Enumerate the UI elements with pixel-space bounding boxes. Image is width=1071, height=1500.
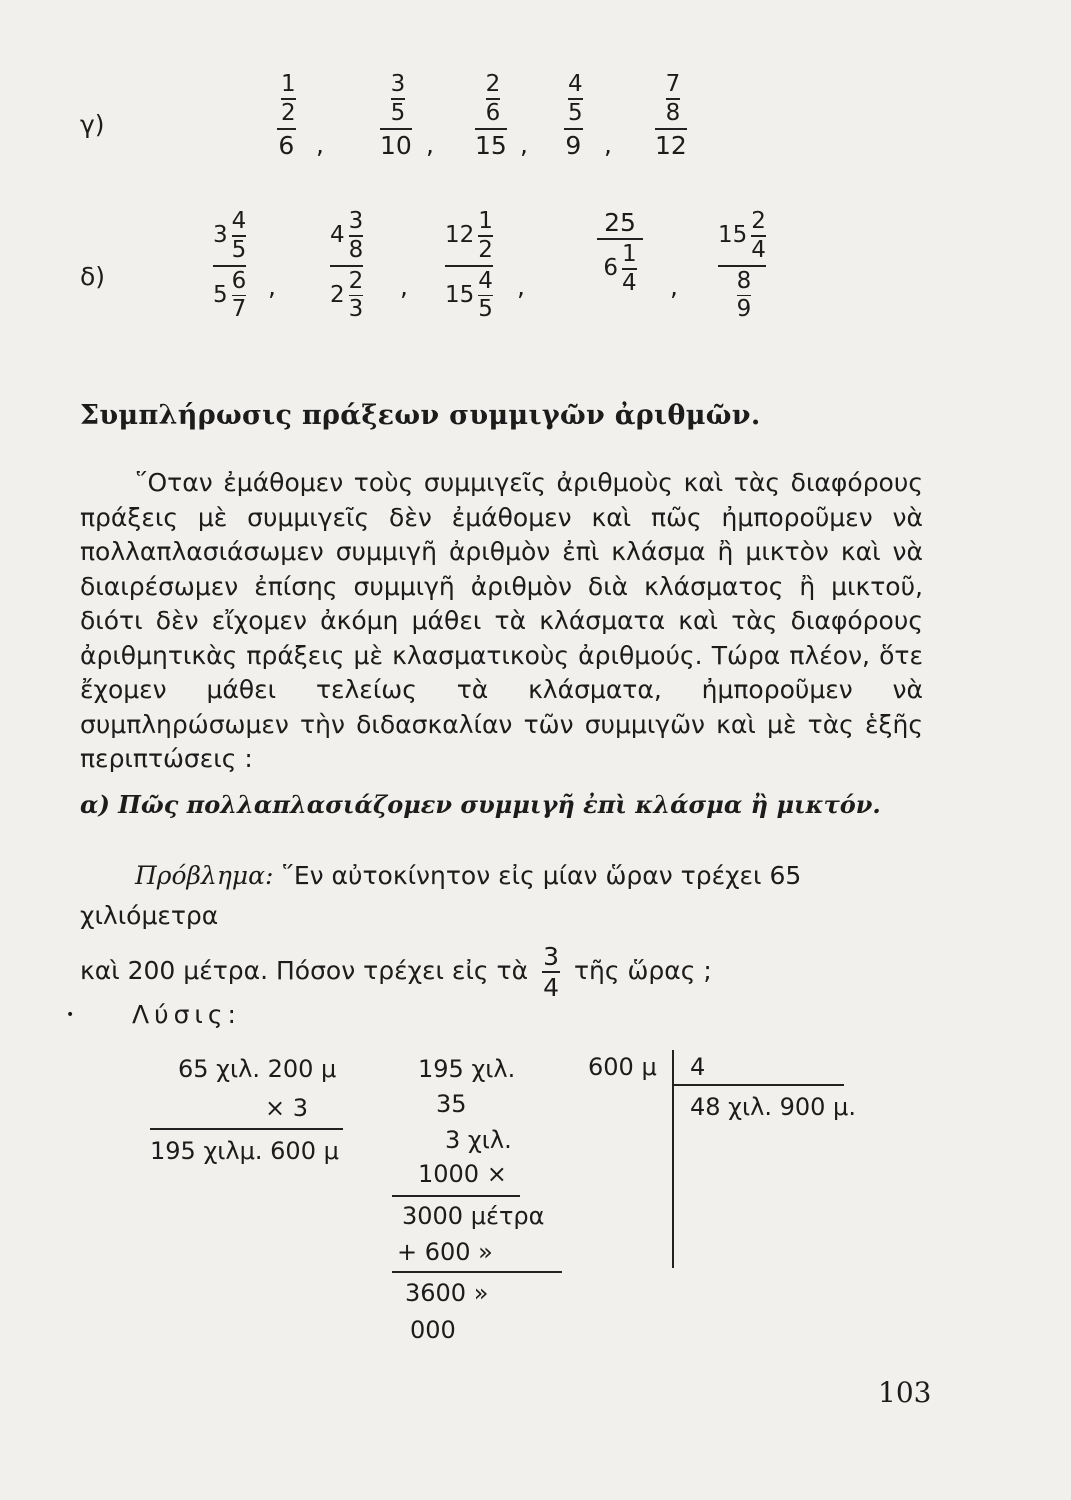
- calc-mid-line-2: 35: [436, 1090, 467, 1118]
- problem-label: Πρόβλημα:: [135, 861, 274, 890]
- calc-mid-line-3: 3 χιλ.: [445, 1126, 512, 1154]
- calc-left-line-3: 195 χιλμ. 600 μ: [150, 1137, 339, 1165]
- fraction-g3: 2 6 15: [475, 71, 507, 160]
- fraction-d2: 4 3 8 2 2 3: [330, 208, 364, 322]
- calc-left-line-1: 65 χιλ. 200 μ: [178, 1055, 337, 1083]
- calc-left-rule: [150, 1128, 343, 1130]
- problem-text-3: τῆς ὥρας ;: [573, 956, 712, 985]
- calc-mid-line-7: 3600 »: [405, 1279, 489, 1307]
- page-number: 103: [878, 1376, 932, 1409]
- fraction-g1: 1 2 6: [278, 71, 296, 160]
- calc-mid-line-8: 000: [410, 1316, 456, 1344]
- exercise-g-label: γ): [80, 110, 105, 139]
- calc-mid-line-6: + 600 »: [397, 1238, 493, 1266]
- intro-paragraph: [80, 466, 923, 777]
- section-heading: Συμπλήρωσις πράξεων συμμιγῶν ἀριθμῶν.: [80, 400, 761, 431]
- fraction-d1: 3 4 5 5 6 7: [213, 208, 247, 322]
- calc-mid-line-5: 3000 μέτρα: [402, 1202, 545, 1230]
- problem-text-1: ῞Εν αὐτοκίνητον εἰς μίαν ὥραν τρέχει 65 χιλιόμετρα: [80, 861, 802, 930]
- textbook-page: γ) 1 2 6 , 3 5 10 , 2 6 15 , 4 5 9 , 7 8 12 δ) 3 4 5 5 6 7 , 4 3 8 2 2 3 , 12 1 2 15 4 5 , 25 6 1 4 , 15 2 4 8 9 Συμπλήρωσις πράξεων συμμιγῶν ἀριθμῶν. ῞Οταν ἐμάθομεν τοὺς συμμιγεῖς ἀριθμοὺς καὶ τὰς διαφόρους πράξεις μὲ συμμιγεῖς δὲν ἐμάθομεν καὶ πῶς ἠμποροῦμεν νὰ πολλαπλασιάσωμεν συμμιγῆ ἀριθμὸν ἐπὶ κλάσμα ἢ μικτὸν καὶ νὰ διαιρέσωμεν ἐπίσης συμμιγῆ ἀριθμὸν διὰ κλάσματος ἢ μικτοῦ, διότι δὲν εἴχομεν ἀκόμη μάθει τὰ κλάσματα καὶ τὰς διαφόρους ἀριθμητικὰς πράξεις μὲ κλασματικοὺς ἀριθμούς. Τώρα πλέον, ὅτε ἔχομεν μάθει τελείως τὰ κλάσματα, ἠμποροῦμεν νὰ συμπληρώσωμεν τὴν διδασκαλίαν τῶν συμμιγῶν καὶ μὲ τὰς ἑξῆς περιπτώσεις : α) Πῶς πολλαπλασιάζομεν συμμιγῆ ἐπὶ κλάσμα ἢ μικτόν. Πρόβλημα: ῞Εν αὐτοκίνητον εἰς μίαν ὥραν τρέχει 65 χιλιόμετρα καὶ 200 μέτρα. Πόσον τρέχει εἰς τὰ $\frac{3}{4}$ τῆς ὥρας ; • Λύσις: 65 χιλ. 200 μ × 3 195 χιλμ. 600 μ 195 χιλ. 35 3 χιλ. 1000 × 3000 μέτρα + 600 » 3600 » 000 600 μ 4 48 χιλ. 900 μ. 103: [0, 0, 1071, 1500]
- calc-mid-rule-1: [392, 1195, 520, 1197]
- calc-quotient: 48 χιλ. 900 μ.: [690, 1093, 856, 1121]
- margin-dot: •: [66, 1007, 75, 1023]
- calc-mid-line-1: 195 χιλ.: [418, 1055, 516, 1083]
- fraction-d4: 25 6 1 4: [597, 210, 643, 295]
- exercise-d-label: δ): [80, 262, 106, 291]
- fraction-g4: 4 5 9: [565, 71, 583, 160]
- problem-statement: [80, 856, 940, 1000]
- calc-left-line-2: × 3: [265, 1094, 309, 1122]
- paragraph-text: ῞Οταν ἐμάθομεν τοὺς συμμιγεῖς ἀριθμοὺς καὶ τὰς διαφόρους πράξεις μὲ συμμιγεῖς δὲν ἐμάθομεν καὶ πῶς ἠμποροῦμεν νὰ πολλαπλασιάσωμεν συμμιγῆ ἀριθμὸν ἐπὶ κλάσμα ἢ μικτὸν καὶ νὰ διαιρέσωμεν ἐπίσης συμμιγῆ ἀριθμὸν διὰ κλάσματος ἢ μικτοῦ, διότι δὲν εἴχομεν ἀκόμη μάθει τὰ κλάσματα καὶ τὰς διαφόρους ἀριθμητικὰς πράξεις μὲ κλασματικοὺς ἀριθμούς. Τώρα πλέον, ὅτε ἔχομεν μάθει τελείως τὰ κλάσματα, ἠμποροῦμεν νὰ συμπληρώσωμεν τὴν διδασκαλίαν τῶν συμμιγῶν καὶ μὲ τὰς ἑξῆς περιπτώσεις :: [80, 468, 923, 773]
- fraction-g2: 3 5 10: [380, 71, 412, 160]
- subsection-heading: α) Πῶς πολλαπλασιάζομεν συμμιγῆ ἐπὶ κλάσμα ἢ μικτόν.: [80, 790, 881, 819]
- calc-division-rule: [672, 1084, 844, 1086]
- calc-division-vertical: [672, 1050, 674, 1268]
- solution-label: Λύσις:: [132, 1000, 241, 1029]
- calc-divisor: 4: [690, 1053, 706, 1081]
- problem-text-2: καὶ 200 μέτρα. Πόσον τρέχει εἰς τὰ: [80, 956, 529, 985]
- fraction-d5: 15 2 4 8 9: [718, 208, 766, 322]
- fraction-d3: 12 1 2 15 4 5: [445, 208, 493, 322]
- fraction-g5: 7 8 12: [655, 71, 687, 160]
- calc-dividend-m: 600 μ: [588, 1053, 657, 1081]
- calc-mid-line-4: 1000 ×: [418, 1160, 507, 1188]
- problem-fraction: $\frac{3}{4}$: [543, 942, 559, 1002]
- calc-mid-rule-2: [392, 1271, 562, 1273]
